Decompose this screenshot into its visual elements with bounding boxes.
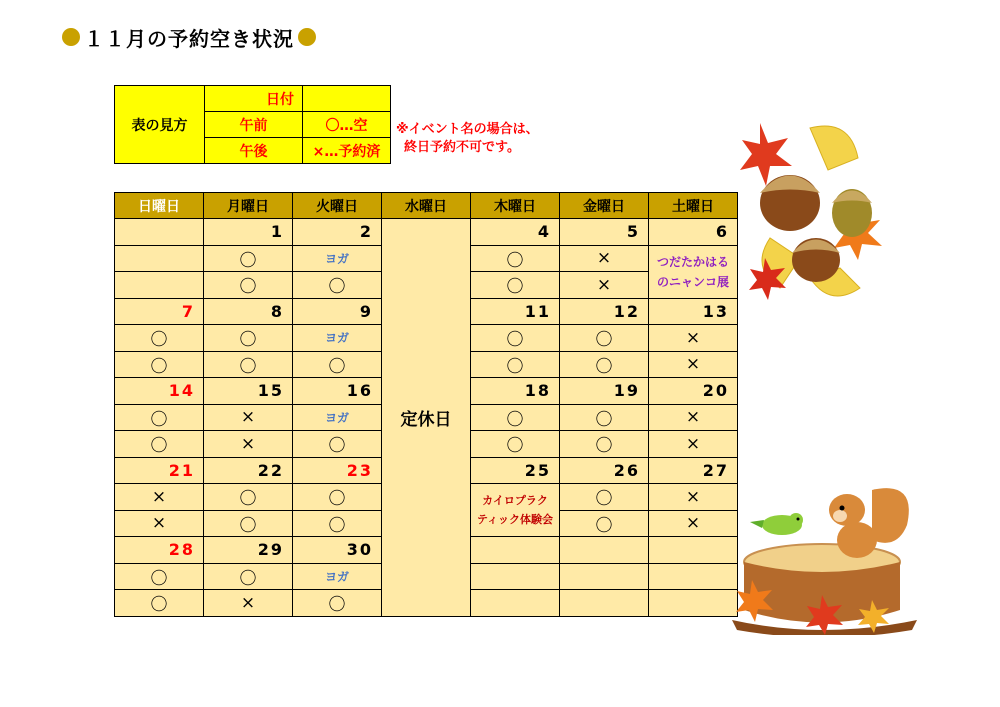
header-sun: 日曜日 [115,193,204,219]
title-text: １１月の予約空き状況 [84,26,294,51]
closed-day-cell: 定休日 [382,219,471,617]
date-cell: 2 [293,219,382,246]
slot-cell: 〇 [293,272,382,299]
slot-cell: 〇 [115,325,204,352]
slot-cell: 〇 [293,590,382,617]
slot-cell: 〇 [293,484,382,511]
empty-cell [471,590,560,617]
legend-table [114,85,391,164]
slot-cell: 〇 [204,245,293,272]
event-line-2: ティック体験会 [476,513,554,526]
date-cell: 29 [204,537,293,564]
slot-cell: 〇 [471,404,560,431]
date-cell: 7 [115,298,204,325]
slot-cell: × [649,431,738,458]
empty-cell [560,563,649,590]
week1-date-row [115,219,738,246]
event-line-1: つだたかはる [656,254,729,269]
empty-cell [560,537,649,564]
legend-booked: ×…予約済 [303,138,391,164]
slot-cell: × [649,404,738,431]
date-cell: 16 [293,378,382,405]
event-cell [471,484,560,537]
date-cell: 8 [204,298,293,325]
acorn-leaves-illustration [740,118,890,308]
slot-cell: 〇 [115,404,204,431]
date-cell: 20 [649,378,738,405]
header-thu: 木曜日 [471,193,560,219]
date-cell: 22 [204,457,293,484]
slot-cell: 〇 [204,351,293,378]
date-cell: 4 [471,219,560,246]
date-cell: 28 [115,537,204,564]
slot-cell: × [649,351,738,378]
legend-date: 日付 [205,86,303,112]
date-cell: 14 [115,378,204,405]
event-line-2: のニャンコ展 [656,274,729,289]
date-cell: 27 [649,457,738,484]
event-line-1: カイロプラク [482,494,548,507]
slot-cell: 〇 [293,431,382,458]
date-cell: 25 [471,457,560,484]
slot-cell: 〇 [560,325,649,352]
slot-cell: × [204,404,293,431]
slot-cell: 〇 [115,351,204,378]
slot-cell: × [649,510,738,537]
legend-blank [303,86,391,112]
header-wed: 水曜日 [382,193,471,219]
yoga-cell: ヨガ [293,245,382,272]
note-line-1: ※イベント名の場合は、 [396,122,539,137]
slot-cell: 〇 [471,272,560,299]
date-cell: 26 [560,457,649,484]
event-cell [649,245,738,298]
empty-cell [115,245,204,272]
date-cell: 12 [560,298,649,325]
legend-open: 〇…空 [303,112,391,138]
slot-cell: × [115,484,204,511]
note-line-2: 終日予約不可です。 [404,140,520,155]
slot-cell: × [649,325,738,352]
date-cell: 30 [293,537,382,564]
date-cell: 19 [560,378,649,405]
page-title [62,22,316,52]
slot-cell: 〇 [293,510,382,537]
slot-cell: 〇 [115,590,204,617]
empty-cell [560,590,649,617]
date-cell: 21 [115,457,204,484]
slot-cell: 〇 [293,351,382,378]
slot-cell: 〇 [560,510,649,537]
slot-cell: 〇 [204,325,293,352]
legend-pm: 午後 [205,138,303,164]
legend-label: 表の見方 [115,86,205,164]
header-sat: 土曜日 [649,193,738,219]
slot-cell: × [649,484,738,511]
slot-cell: 〇 [204,510,293,537]
slot-cell: 〇 [560,404,649,431]
empty-cell [471,537,560,564]
slot-cell: × [204,431,293,458]
date-cell: 11 [471,298,560,325]
date-cell: 13 [649,298,738,325]
calendar-table [114,192,738,617]
date-cell: 9 [293,298,382,325]
slot-cell: 〇 [204,272,293,299]
slot-cell: × [560,245,649,272]
event-note [396,121,539,157]
slot-cell: 〇 [115,563,204,590]
slot-cell: 〇 [204,563,293,590]
slot-cell: 〇 [471,431,560,458]
slot-cell: × [204,590,293,617]
date-cell: 15 [204,378,293,405]
slot-cell: × [115,510,204,537]
slot-cell: 〇 [560,351,649,378]
yoga-cell: ヨガ [293,325,382,352]
slot-cell: 〇 [560,484,649,511]
header-fri: 金曜日 [560,193,649,219]
slot-cell: × [560,272,649,299]
bullet-dot-icon [298,28,316,46]
date-cell: 18 [471,378,560,405]
header-tue: 火曜日 [293,193,382,219]
slot-cell: 〇 [471,351,560,378]
slot-cell: 〇 [471,245,560,272]
legend-am: 午前 [205,112,303,138]
date-cell: 23 [293,457,382,484]
empty-cell [115,272,204,299]
header-mon: 月曜日 [204,193,293,219]
bullet-dot-icon [62,28,80,46]
slot-cell: 〇 [115,431,204,458]
slot-cell: 〇 [560,431,649,458]
empty-cell [471,563,560,590]
date-cell: 1 [204,219,293,246]
squirrel-stump-illustration [722,470,932,635]
yoga-cell: ヨガ [293,404,382,431]
slot-cell: 〇 [471,325,560,352]
calendar-header-row [115,193,738,219]
empty-cell [115,219,204,246]
slot-cell: 〇 [204,484,293,511]
yoga-cell: ヨガ [293,563,382,590]
date-cell: 5 [560,219,649,246]
date-cell: 6 [649,219,738,246]
